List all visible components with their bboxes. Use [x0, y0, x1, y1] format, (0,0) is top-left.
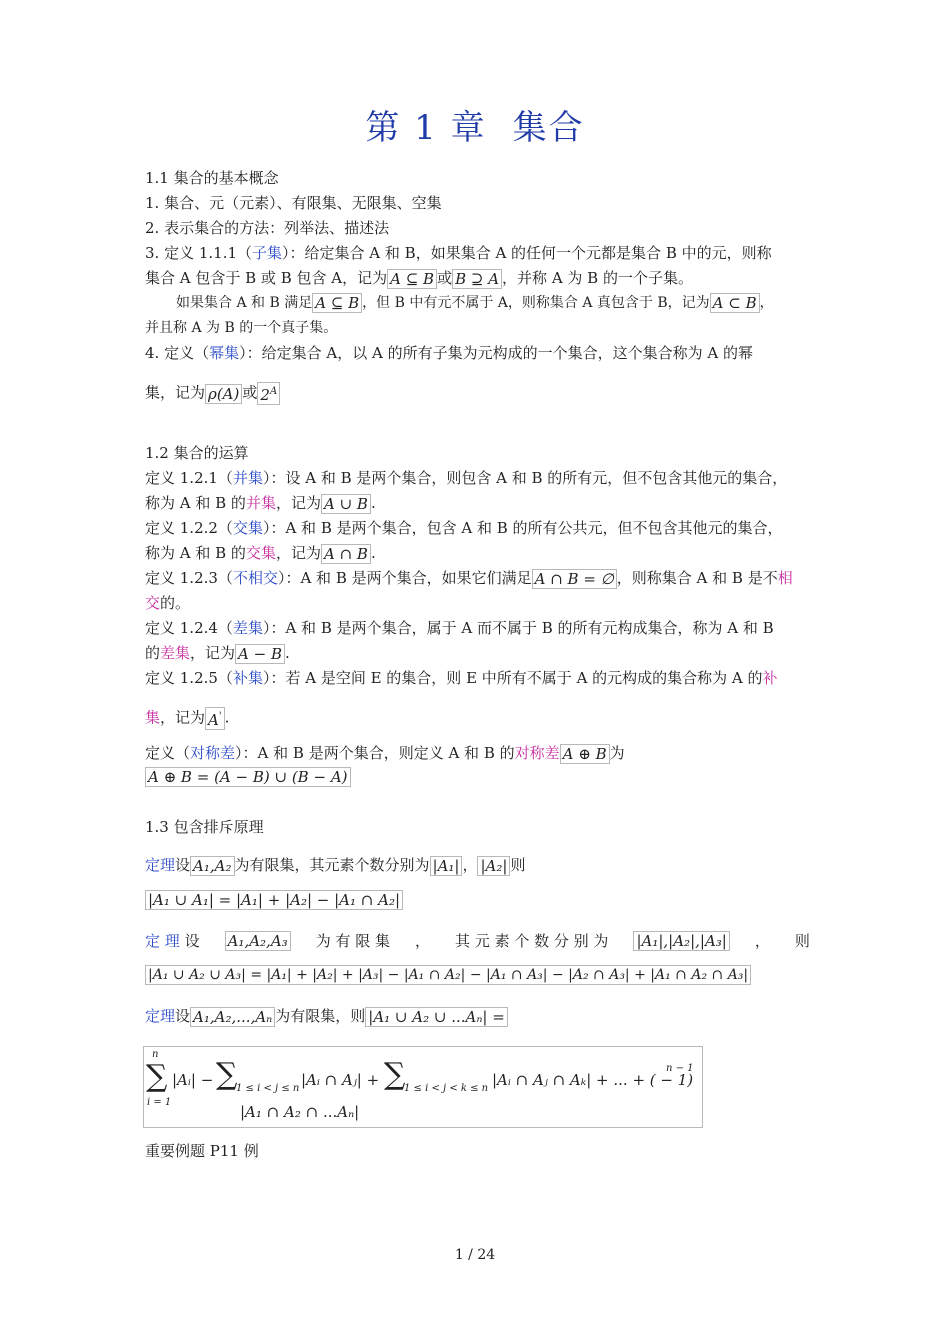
formula-supseteq: B ⊇ A	[452, 269, 502, 289]
definition-disjoint-line1: 定义 1.2.3（不相交）：A 和 B 是两个集合，如果它们满足 A ∩ B = ∅ ，则称集合 A 和 B 是不相	[145, 569, 793, 588]
paragraph-2: 2. 表示集合的方法：列举法、描述法	[145, 219, 390, 237]
section-1-2-heading: 1.2 集合的运算	[145, 444, 249, 462]
formula-two-sets: |A₁ ∪ A₁| = |A₁| + |A₂| − |A₁ ∩ A₂|	[145, 890, 403, 910]
chapter-title: 第 1 章 集合	[365, 108, 585, 148]
formula-symmetric-difference-def: A ⊕ B = (A − B) ∪ (B − A)	[145, 767, 351, 787]
definition-complement-line2: 集，记为 A' .	[145, 708, 230, 729]
formula-two-power: $2^A$	[257, 382, 280, 405]
inclusion-exclusion-formula: n ∑ i = 1 |Aᵢ| − ∑ 1 ≤ i < j ≤ n |Aᵢ ∩ Aⱼ| + ∑ 1 ≤ i < j < k ≤ n |Aᵢ ∩ Aⱼ ∩ Aₖ| + ... + ( − 1) n − 1 |A₁ ∩ A₂ ∩ ...Aₙ|	[143, 1046, 703, 1128]
definition-proper-subset-line2: 并且称 A 为 B 的一个真子集。	[145, 320, 338, 336]
formula-two-sets-line	[145, 889, 810, 910]
definition-union-line2: 称为 A 和 B 的并集，记为 A ∪ B .	[145, 494, 376, 513]
theorem-n-sets: 定理设 A₁,A₂,...,Aₙ 为有限集，则 |A₁ ∪ A₂ ∪ ...Aₙ| =	[145, 1006, 810, 1027]
section-1-1-heading: 1.1 集合的基本概念	[145, 169, 279, 187]
formula-a1-to-an: A₁,A₂,...,Aₙ	[190, 1007, 275, 1027]
definition-proper-subset-line1: 如果集合 A 和 B 满足 A ⊆ B ，但 B 中有元不属于 A，则称集合 A 真包含于 B，记为 A ⊂ B ，	[176, 294, 774, 312]
formula-empty-intersection: A ∩ B = ∅	[532, 569, 617, 589]
paragraph-1: 1. 集合、元（元素）、有限集、无限集、空集	[145, 194, 442, 212]
formula-complement: A'	[205, 707, 225, 730]
definition-symmetric-difference-line2	[145, 766, 810, 787]
formula-subset: A ⊂ B	[710, 293, 760, 313]
definition-powerset-line2: 集，记为 ρ(A) 或 $2^A$	[145, 382, 810, 405]
theorem-three-sets: 定 理 设 A₁,A₂,A₃ 为 有 限 集 ， 其 元 素 个 数 分 别 为 |A₁|,|A₂|,|A₃| ， 则	[145, 932, 810, 950]
formula-abs-a1: |A₁|	[430, 856, 463, 876]
formula-difference: A − B	[235, 644, 285, 664]
definition-intersection-line2: 称为 A 和 B 的交集，记为 A ∩ B .	[145, 544, 376, 563]
definition-powerset-line1: 4. 定义（幂集）：给定集合 A，以 A 的所有子集为元构成的一个集合，这个集合称为 A 的幂	[145, 344, 753, 362]
definition-complement-line1: 定义 1.2.5（补集）：若 A 是空间 E 的集合，则 E 中所有不属于 A 的元构成的集合称为 A 的补	[145, 669, 778, 687]
definition-intersection-line1: 定义 1.2.2（交集）：A 和 B 是两个集合，包含 A 和 B 的所有公共元，但不包含其他元的集合，	[145, 519, 783, 537]
formula-union-n: |A₁ ∪ A₂ ∪ ...Aₙ| =	[365, 1007, 508, 1027]
definition-union-line1: 定义 1.2.1（并集）：设 A 和 B 是两个集合，则包含 A 和 B 的所有元，但不包含其他元的集合，	[145, 469, 788, 487]
formula-rho: ρ(A)	[205, 384, 242, 404]
definition-difference-line1: 定义 1.2.4（差集）：A 和 B 是两个集合，属于 A 而不属于 B 的所有元构成集合，称为 A 和 B	[145, 619, 774, 637]
definition-difference-line2: 的差集，记为 A − B .	[145, 644, 290, 663]
important-example-note: 重要例题 P11 例	[145, 1142, 259, 1160]
page-number: 1 / 24	[454, 1247, 496, 1263]
theorem-two-sets: 定理设 A₁,A₂ 为有限集，其元素个数分别为 |A₁| ， |A₂| 则	[145, 856, 526, 875]
formula-subseteq: A ⊆ B	[387, 269, 437, 289]
definition-symmetric-difference-line1: 定义（对称差）：A 和 B 是两个集合，则定义 A 和 B 的对称差 A ⊕ B 为	[145, 744, 625, 763]
formula-three-sets-line	[145, 964, 810, 985]
formula-a1-a2-a3: A₁,A₂,A₃	[225, 931, 291, 951]
formula-subseteq-2: A ⊆ B	[312, 293, 362, 313]
formula-abs-a1-a2-a3: |A₁|,|A₂|,|A₃|	[633, 931, 729, 951]
formula-a1-a2: A₁,A₂	[190, 856, 234, 876]
definition-subset-line2: 集合 A 包含于 B 或 B 包含 A，记为 A ⊆ B 或 B ⊇ A ，并称 A 为 B 的一个子集。	[145, 269, 693, 288]
formula-three-sets: |A₁ ∪ A₂ ∪ A₃| = |A₁| + |A₂| + |A₃| − |A₁ ∩ A₂| − |A₁ ∩ A₃| − |A₂ ∩ A₃| + |A₁ ∩ A₂ ∩ A₃|	[145, 965, 751, 985]
formula-symmetric-difference: A ⊕ B	[560, 744, 610, 764]
definition-subset-line1: 3. 定义 1.1.1（子集）：给定集合 A 和 B，如果集合 A 的任何一个元都是集合 B 中的元，则称	[145, 244, 772, 262]
formula-abs-a2: |A₂|	[477, 856, 510, 876]
section-1-3-heading: 1.3 包含排斥原理	[145, 818, 264, 836]
formula-intersection: A ∩ B	[321, 544, 371, 564]
definition-disjoint-line2: 交的。	[145, 594, 191, 612]
formula-union: A ∪ B	[321, 494, 371, 514]
